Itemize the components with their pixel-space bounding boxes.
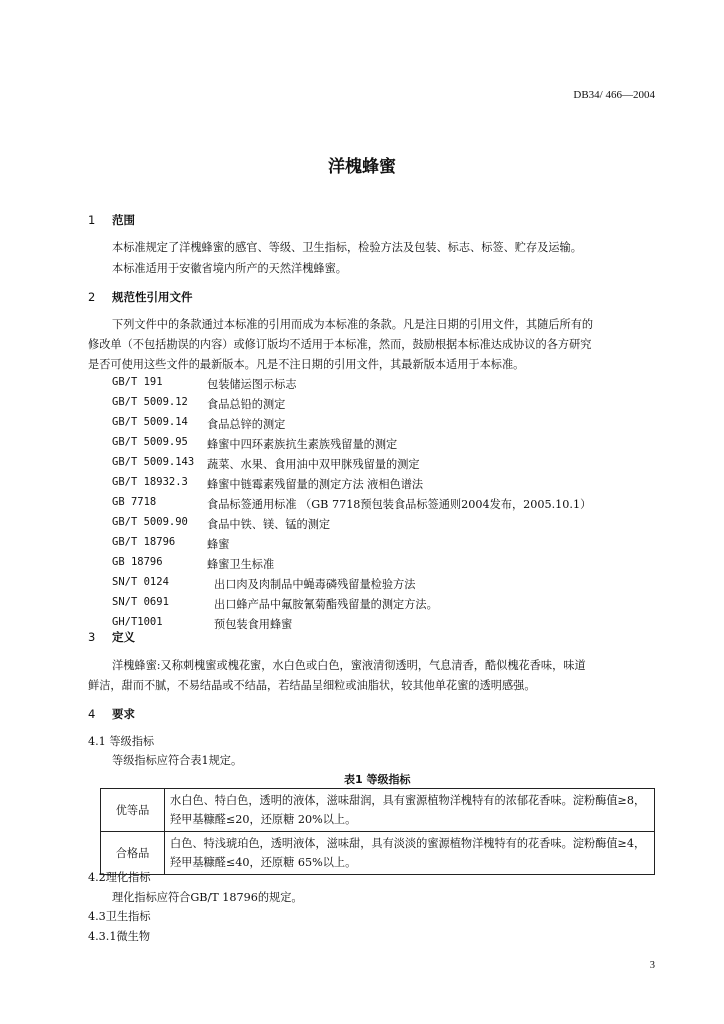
section-number: 1 — [88, 213, 96, 227]
reference-title: 包装储运图示标志 — [207, 378, 297, 391]
section-4-heading — [88, 706, 135, 722]
reference-title: 食品总铅的测定 — [207, 398, 286, 411]
reference-title: 蜂蜜卫生标准 — [207, 558, 275, 571]
section-2-heading — [88, 289, 193, 305]
reference-title: 蜂蜜 — [207, 538, 230, 551]
section-number: 4 — [88, 707, 96, 721]
subsection-heading: 4.2理化指标 — [88, 871, 151, 884]
grade-label: 优等品 — [101, 789, 165, 832]
reference-code: GB/T 191 — [112, 376, 163, 388]
reference-code: GB/T 5009.90 — [112, 516, 188, 528]
reference-title: 出口肉及肉制品中蝇毒磷残留量检验方法 — [214, 578, 416, 591]
section-title: 要求 — [112, 707, 135, 721]
reference-code: GB/T 5009.14 — [112, 416, 188, 428]
reference-title: 食品总锌的测定 — [207, 418, 286, 431]
reference-title: 食品中铁、镁、锰的测定 — [207, 518, 331, 531]
subsection-heading: 4.1 等级指标 — [88, 735, 155, 748]
reference-code: SN/T 0124 — [112, 576, 169, 588]
section-number: 3 — [88, 630, 96, 644]
reference-code: GB 18796 — [112, 556, 163, 568]
reference-title: 蔬菜、水果、食用油中双甲脒残留量的测定 — [207, 458, 420, 471]
paragraph-line: 鲜洁，甜而不腻，不易结晶或不结晶，若结晶呈细粒或油脂状，较其他单花蜜的透明感强。 — [88, 679, 536, 692]
document-code: DB34/ 466—2004 — [573, 89, 655, 101]
table-row — [101, 789, 655, 832]
reference-code: GB/T 5009.12 — [112, 396, 188, 408]
reference-title: 出口蜂产品中氟胺氰菊酯残留量的测定方法。 — [214, 598, 438, 611]
paragraph-line: 修改单（不包括勘误的内容）或修订版均不适用于本标准，然而，鼓励根据本标准达成协议的各方研究 — [88, 338, 592, 351]
subsection-heading: 4.3卫生指标 — [88, 910, 151, 923]
reference-title: 蜂蜜中四环素族抗生素族残留量的测定 — [207, 438, 398, 451]
document-title: 洋槐蜂蜜 — [328, 157, 396, 177]
reference-code: GB/T 18796 — [112, 536, 176, 548]
reference-code: GH/T1001 — [112, 616, 163, 628]
section-title: 定义 — [112, 630, 135, 644]
reference-code: GB 7718 — [112, 496, 157, 508]
reference-title: 预包装食用蜂蜜 — [214, 618, 293, 631]
grade-description: 白色、特浅琥珀色，透明液体，滋味甜，具有淡淡的蜜源植物洋槐特有的花香味。淀粉酶值≥4，羟甲基糠醛≤40，还原糖 65%以上。 — [165, 832, 655, 875]
grade-table — [100, 788, 655, 875]
paragraph-line: 下列文件中的条款通过本标准的引用而成为本标准的条款。凡是注日期的引用文件，其随后所有的 — [112, 318, 594, 331]
table-caption: 表1 等级指标 — [344, 773, 411, 786]
reference-code: GB/T 18932.3 — [112, 476, 188, 488]
paragraph-line: 理化指标应符合GB/T 18796的规定。 — [112, 891, 303, 904]
paragraph-line: 是否可使用这些文件的最新版本。凡是不注日期的引用文件，其最新版本适用于本标准。 — [88, 358, 525, 371]
paragraph-line: 本标准适用于安徽省境内所产的天然洋槐蜂蜜。 — [112, 262, 347, 275]
grade-description: 水白色、特白色，透明的液体，滋味甜润，具有蜜源植物洋槐特有的浓郁花香味。淀粉酶值≥8，羟甲基糠醛≤20，还原糖 20%以上。 — [165, 789, 655, 832]
reference-title: 食品标签通用标准 （GB 7718预包装食品标签通则2004发布，2005.10.1） — [207, 498, 592, 511]
page-number: 3 — [649, 960, 655, 971]
paragraph-line: 洋槐蜂蜜:又称刺槐蜜或槐花蜜，水白色或白色，蜜液清彻透明，气息清香，酷似槐花香味，味道 — [112, 659, 586, 672]
reference-title: 蜂蜜中链霉素残留量的测定方法 液相色谱法 — [207, 478, 424, 491]
section-3-heading — [88, 629, 135, 645]
section-1-heading — [88, 212, 135, 228]
reference-code: SN/T 0691 — [112, 596, 169, 608]
section-number: 2 — [88, 290, 96, 304]
reference-code: GB/T 5009.143 — [112, 456, 195, 468]
section-title: 规范性引用文件 — [112, 290, 193, 304]
subsection-heading: 4.3.1微生物 — [88, 930, 151, 943]
reference-code: GB/T 5009.95 — [112, 436, 188, 448]
table-row — [101, 832, 655, 875]
paragraph-line: 本标准规定了洋槐蜂蜜的感官、等级、卫生指标，检验方法及包装、标志、标签、贮存及运输。 — [112, 241, 582, 254]
grade-label: 合格品 — [101, 832, 165, 875]
section-title: 范围 — [112, 213, 135, 227]
paragraph-line: 等级指标应符合表1规定。 — [112, 754, 243, 767]
